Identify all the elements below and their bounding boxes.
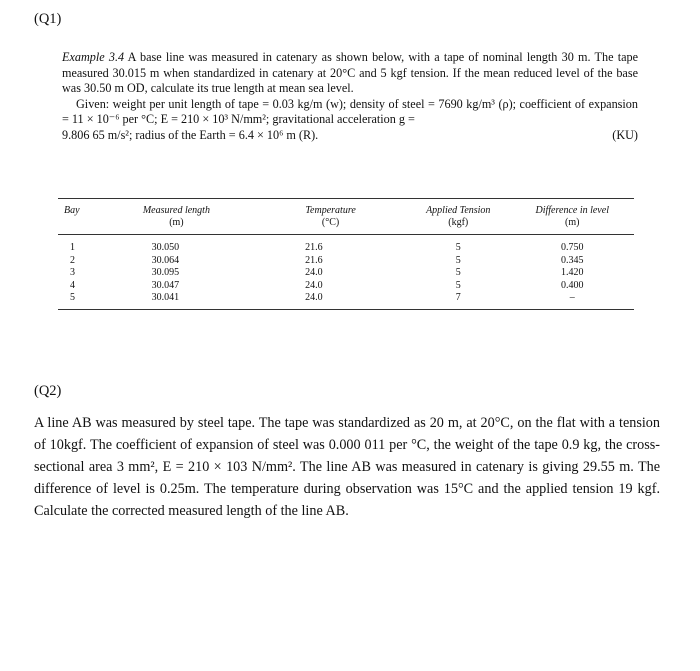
cell-temperature: 24.0 — [255, 292, 406, 309]
given-values: Given: weight per unit length of tape = 0.03 kg/m (w); density of steel = 7690 kg/m³ (ρ); coefficient of expansion = 11 × 10⁻⁶ per °C; E = 210 × 10³ N/mm²; gravitational acceleration g = — [62, 96, 638, 126]
cell-measured-length: 30.064 — [151, 254, 180, 266]
cell-difference-in-level: 0.750 — [560, 242, 584, 253]
header-measured-length: Measured length (m) — [98, 199, 255, 235]
source-tag: (KU) — [612, 127, 638, 142]
cell-applied-tension: 5 — [455, 242, 461, 253]
header-difference-in-level: Difference in level (m) — [510, 199, 634, 235]
cell-measured-length: 30.041 — [98, 292, 255, 309]
question-2-label: (Q2) — [34, 383, 62, 399]
cell-measured-length: 30.050 — [151, 242, 180, 253]
cell-bay: 1 — [70, 242, 75, 253]
cell-temperature: 21.6 — [305, 254, 323, 266]
cell-difference-in-level: – — [510, 292, 634, 309]
table-row — [58, 267, 634, 280]
cell-bay: 4 — [70, 279, 75, 291]
cell-bay: 3 — [70, 267, 75, 279]
table-row — [58, 292, 634, 309]
header-temperature: Temperature (°C) — [255, 199, 406, 235]
cell-difference-in-level: 0.345 — [560, 254, 584, 266]
table-row — [58, 280, 634, 293]
given-values-last-line — [62, 128, 638, 144]
cell-applied-tension: 5 — [455, 279, 461, 291]
table-header-row — [58, 199, 634, 235]
example-heading: Example 3.4 — [62, 50, 125, 64]
header-applied-tension: Applied Tension (kgf) — [406, 199, 510, 235]
cell-temperature: 24.0 — [305, 267, 323, 279]
header-bay: Bay — [58, 199, 98, 235]
cell-temperature: 21.6 — [305, 242, 323, 253]
cell-applied-tension: 5 — [455, 267, 461, 279]
cell-bay: 2 — [70, 254, 75, 266]
table-row — [58, 255, 634, 268]
cell-difference-in-level: 1.420 — [560, 267, 584, 279]
cell-bay: 5 — [58, 292, 98, 309]
cell-difference-in-level: 0.400 — [560, 279, 584, 291]
example-3-4-block — [62, 50, 638, 143]
cell-temperature: 24.0 — [305, 279, 323, 291]
measurement-table — [58, 198, 634, 310]
cell-measured-length: 30.047 — [151, 279, 180, 291]
example-statement — [62, 50, 638, 97]
cell-measured-length: 30.095 — [151, 267, 180, 279]
given-values-end: 9.806 65 m/s²; radius of the Earth = 6.4 × 10⁶ m (R). — [62, 127, 319, 142]
table-row — [58, 235, 634, 255]
example-text: A base line was measured in catenary as shown below, with a tape of nominal length 30 m. The tape measured 30.015 m when standardized in catenary at 20°C and 5 kgf tension. If the mean reduced level of the base was 30.50 m OD, calculate its true length at mean sea level. — [62, 50, 639, 95]
cell-applied-tension: 5 — [455, 254, 461, 266]
question-2-text: A line AB was measured by steel tape. The tape was standardized as 20 m, at 20°C, on the flat with a tension of 10kgf. The coefficient of expansion of steel was 0.000 011 per °C, the weight of the tape 0.9 kg, the cross-sectional area 3 mm², E = 210 × 103 N/mm². The line AB was measured in catenary is giving 29.55 m. The difference of level is 0.25m. The temperature during observation was 15°C and the applied tension 19 kgf. Calculate the corrected measured length of the line AB. — [34, 415, 660, 519]
cell-applied-tension: 7 — [406, 292, 510, 309]
question-1-label: (Q1) — [34, 11, 62, 27]
